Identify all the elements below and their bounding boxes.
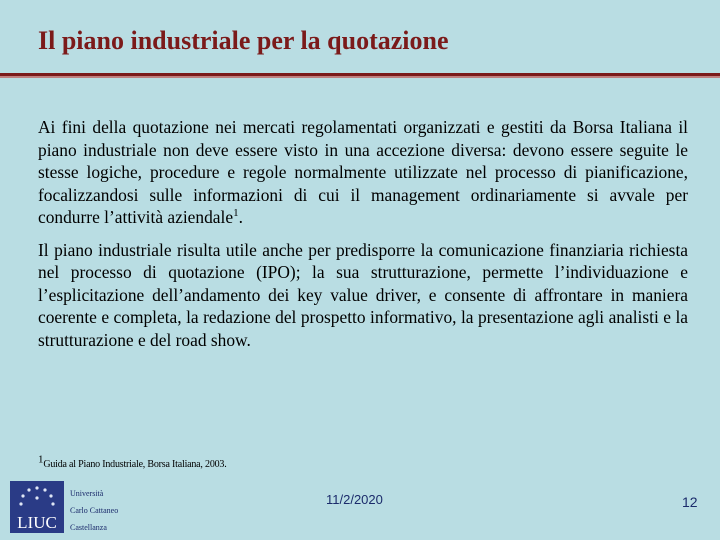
slide-body	[38, 116, 688, 361]
logo-lettering: LIUC	[17, 513, 57, 532]
footnote-reference: 1	[233, 207, 239, 220]
footnote-marker: 1	[38, 453, 44, 466]
university-name	[70, 485, 118, 536]
university-line-1: Università	[70, 489, 104, 498]
university-line-2: Carlo Cattaneo	[70, 506, 119, 515]
liuc-logo	[10, 481, 64, 533]
paragraph-2: Il piano industriale risulta utile anche per predisporre la comunicazione finanziaria richiesta nel processo di quotazione (IPO); la sua strutturazione, permette l’individuazione e l’esplicitazione dell’andamento dei key value driver, e consente di affrontare in maniera coerente e completa, la redazione del prospetto informativo, la presentazione agli analisti e la strutturazione e del road show.	[38, 239, 688, 350]
university-line-3: Castellanza	[70, 523, 107, 532]
footnote	[38, 453, 227, 470]
paragraph-1-end: .	[238, 207, 243, 227]
footnote-text: Guida al Piano Industriale, Borsa Italiana, 2003.	[43, 459, 227, 470]
title-divider-shadow	[0, 76, 720, 78]
slide-date: 11/2/2020	[326, 492, 383, 507]
paragraph-1	[38, 116, 688, 229]
slide-title: Il piano industriale per la quotazione	[38, 26, 449, 55]
paragraph-1-text: Ai fini della quotazione nei mercati regolamentati organizzati e gestiti da Borsa Italiana il piano industriale non deve essere visto in una accezione diversa: devono essere seguite le stesse logiche, procedure e regole normalmente utilizzate nel processo di pianificazione, focalizzandosi sulle informazioni di cui il management ordinariamente si avvale per condurre l’attività aziendale	[38, 117, 688, 227]
page-number: 12	[682, 494, 698, 510]
